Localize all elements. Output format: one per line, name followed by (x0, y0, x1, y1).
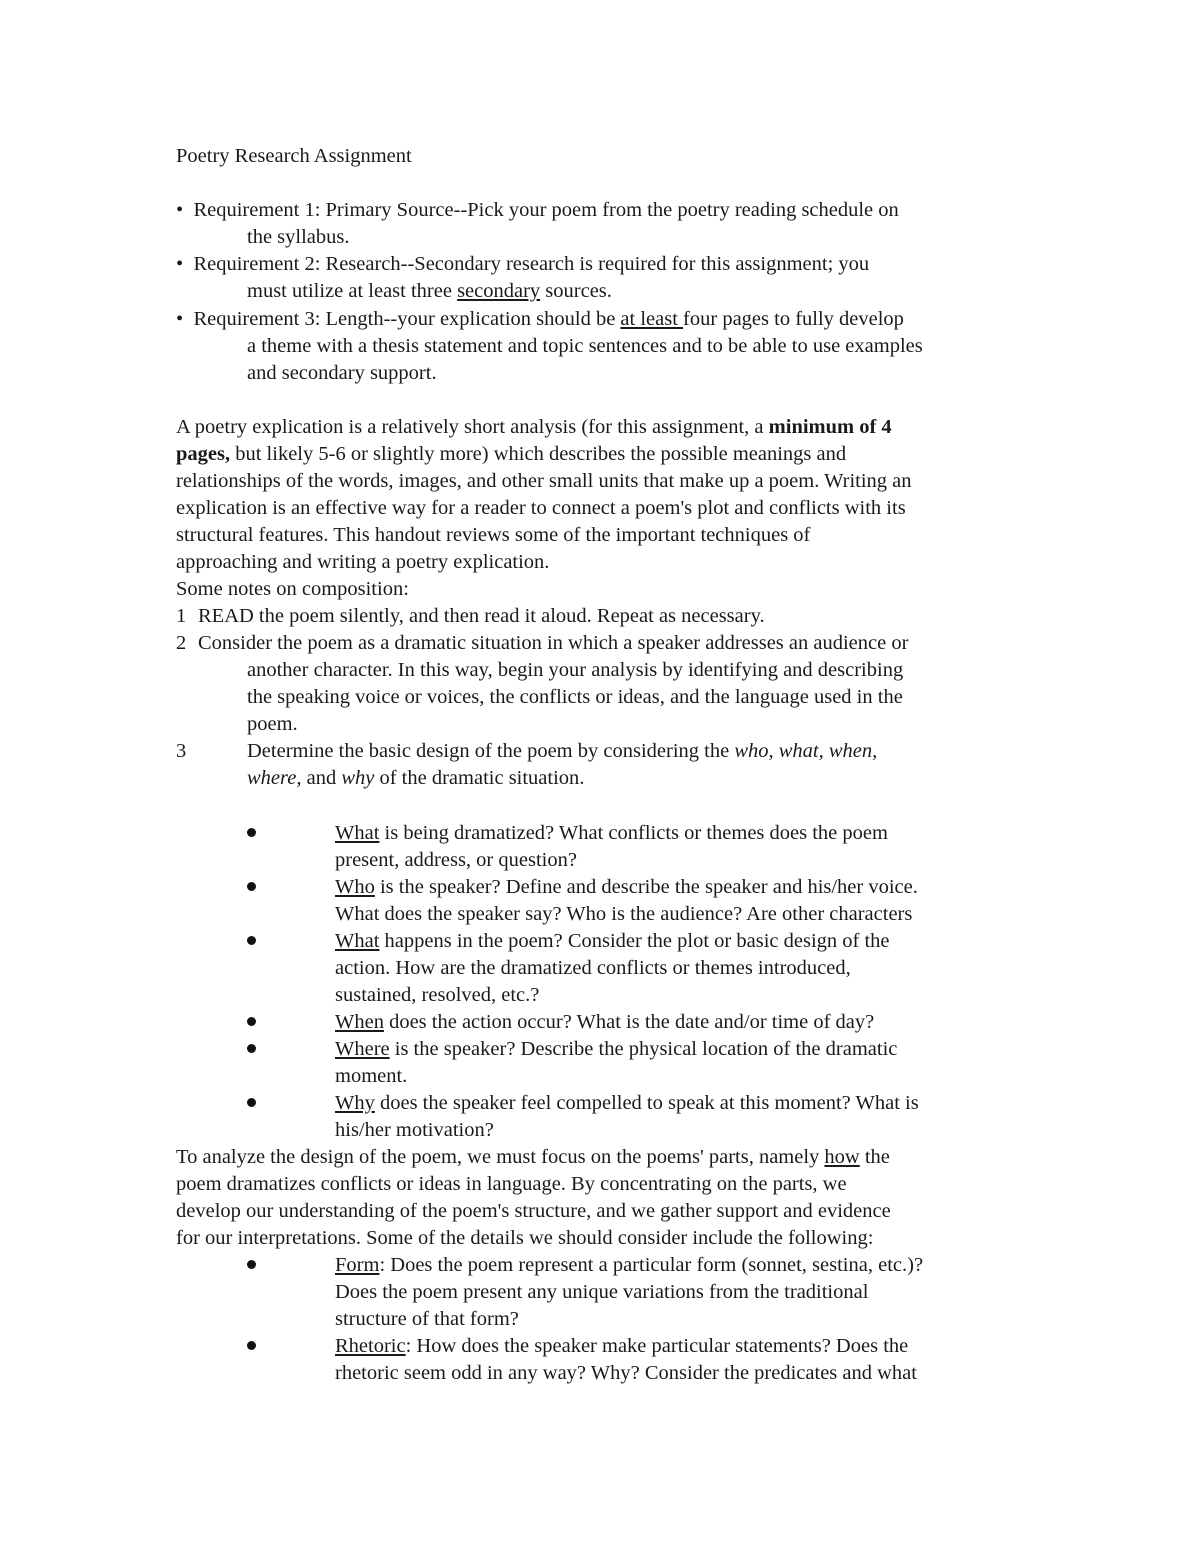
text-run: the (859, 1146, 890, 1168)
paragraph-line: explication is an effective way for a reader to connect a poem's plot and conflicts with its (176, 497, 906, 519)
step-number: 1 (176, 605, 187, 627)
step-number: 2 (176, 632, 187, 654)
list-item (335, 1090, 919, 1117)
step-continuation: another character. In this way, begin your analysis by identifying and describing (247, 659, 904, 681)
list-item-continuation: structure of that form? (335, 1308, 519, 1330)
underlined-text: Why (335, 1092, 375, 1114)
requirement-continuation: the syllabus. (247, 226, 350, 248)
bullet-icon (247, 1341, 256, 1350)
document-title: Poetry Research Assignment (176, 145, 412, 167)
text-run: Determine the basic design of the poem by considering the (247, 740, 735, 762)
paragraph-line: for our interpretations. Some of the details we should consider include the following: (176, 1227, 874, 1249)
paragraph-line: develop our understanding of the poem's structure, and we gather support and evidence (176, 1200, 891, 1222)
text-run: but likely 5-6 or slightly more) which describes the possible meanings and (230, 443, 847, 465)
step-continuation (247, 765, 584, 792)
bullet-marker: • (176, 253, 184, 275)
paragraph-line: poem dramatizes conflicts or ideas in language. By concentrating on the parts, we (176, 1173, 847, 1195)
text-run: sources. (540, 280, 612, 302)
underlined-text: how (824, 1146, 860, 1168)
text-run: is being dramatized? What conflicts or themes does the poem (379, 822, 888, 844)
text-run: does the speaker feel compelled to speak at this moment? What is (374, 1092, 919, 1114)
list-item-continuation: rhetoric seem odd in any way? Why? Consider the predicates and what (335, 1362, 917, 1384)
bold-text: minimum of 4 (768, 416, 892, 438)
underlined-text: Rhetoric (335, 1335, 406, 1357)
underlined-text: What (335, 822, 380, 844)
italic-text: where, (247, 767, 302, 789)
underlined-text: What (335, 930, 380, 952)
text-run: four pages to fully develop (683, 308, 904, 330)
list-item-continuation: moment. (335, 1065, 408, 1087)
paragraph-line (176, 414, 892, 441)
bullet-icon (247, 828, 256, 837)
underlined-text: When (335, 1011, 384, 1033)
text-run: happens in the poem? Consider the plot or basic design of the (379, 930, 890, 952)
step-continuation: poem. (247, 713, 298, 735)
bullet-icon (247, 1098, 256, 1107)
paragraph-line (176, 1144, 890, 1171)
text-run: of the dramatic situation. (374, 767, 585, 789)
step-text: Consider the poem as a dramatic situation in which a speaker addresses an audience or (198, 632, 909, 654)
step-continuation: the speaking voice or voices, the conflicts or ideas, and the language used in the (247, 686, 903, 708)
list-item-continuation: What does the speaker say? Who is the audience? Are other characters (335, 903, 913, 925)
text-run: : Does the poem represent a particular form (sonnet, sestina, etc.)? (379, 1254, 924, 1276)
list-item (335, 1252, 923, 1279)
underlined-text: Form (335, 1254, 380, 1276)
bullet-icon (247, 1260, 256, 1269)
list-item (176, 306, 904, 333)
text-run: : How does the speaker make particular statements? Does the (405, 1335, 909, 1357)
bullet-marker: • (176, 199, 184, 221)
italic-text: who, what, when, (734, 740, 878, 762)
text-run: To analyze the design of the poem, we must focus on the poems' parts, namely (176, 1146, 825, 1168)
italic-text: why (341, 767, 375, 789)
paragraph-line: approaching and writing a poetry explication. (176, 551, 550, 573)
step-text: READ the poem silently, and then read it aloud. Repeat as necessary. (198, 605, 765, 627)
step-text (247, 738, 877, 765)
list-item-continuation: his/her motivation? (335, 1119, 494, 1141)
list-item (335, 1009, 874, 1036)
paragraph-line (176, 441, 846, 468)
text-run: and (301, 767, 342, 789)
bullet-icon (247, 1017, 256, 1026)
step-number: 3 (176, 740, 187, 762)
paragraph-line: structural features. This handout reviews some of the important techniques of (176, 524, 811, 546)
text-run: is the speaker? Describe the physical location of the dramatic (389, 1038, 898, 1060)
requirement-text: Requirement 1: Primary Source--Pick your poem from the poetry reading schedule on (193, 199, 899, 221)
section-heading: Some notes on composition: (176, 578, 409, 600)
bold-text: pages, (176, 443, 231, 465)
list-item (335, 820, 888, 847)
list-item (176, 251, 869, 278)
text-run: is the speaker? Define and describe the speaker and his/her voice. (374, 876, 918, 898)
bullet-icon (247, 936, 256, 945)
underlined-text: at least (620, 308, 684, 330)
paragraph-line: relationships of the words, images, and other small units that make up a poem. Writing an (176, 470, 912, 492)
underlined-text: Who (335, 876, 375, 898)
list-item-continuation: Does the poem present any unique variations from the traditional (335, 1281, 869, 1303)
text-run: must utilize at least three (247, 280, 458, 302)
list-item (335, 928, 890, 955)
text-run: Requirement 3: Length--your explication should be (193, 308, 621, 330)
bullet-icon (247, 1044, 256, 1053)
requirement-continuation (247, 278, 612, 305)
bullet-marker: • (176, 308, 184, 330)
list-item (335, 1333, 908, 1360)
list-item (335, 1036, 897, 1063)
list-item-continuation: present, address, or question? (335, 849, 577, 871)
requirement-continuation: and secondary support. (247, 362, 437, 384)
list-item-continuation: sustained, resolved, etc.? (335, 984, 540, 1006)
list-item (335, 874, 918, 901)
requirement-text: Requirement 2: Research--Secondary research is required for this assignment; you (193, 253, 870, 275)
text-run: does the action occur? What is the date and/or time of day? (383, 1011, 875, 1033)
list-item (176, 197, 899, 224)
requirement-continuation: a theme with a thesis statement and topic sentences and to be able to use examples (247, 335, 923, 357)
bullet-icon (247, 882, 256, 891)
underlined-text: Where (335, 1038, 390, 1060)
underlined-text: secondary (457, 280, 541, 302)
list-item-continuation: action. How are the dramatized conflicts or themes introduced, (335, 957, 851, 979)
text-run: A poetry explication is a relatively short analysis (for this assignment, a (176, 416, 769, 438)
